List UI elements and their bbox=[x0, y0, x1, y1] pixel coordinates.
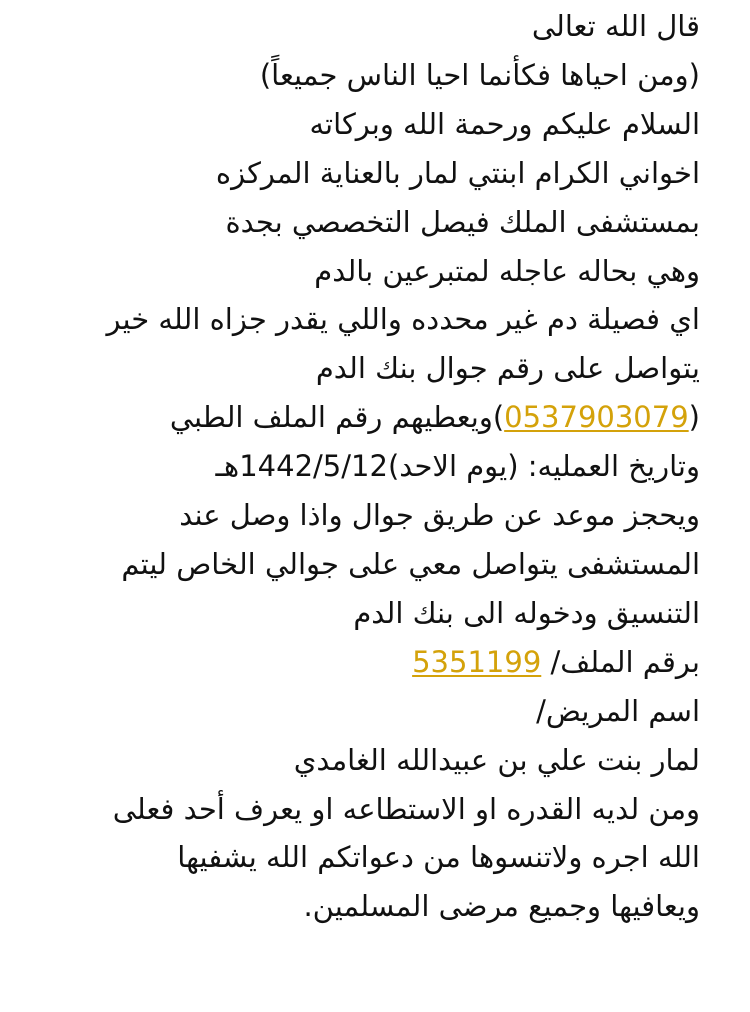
paren-open: ( bbox=[688, 400, 700, 435]
message-body bbox=[30, 2, 700, 931]
operation-date-line: وتاريخ العمليه: (يوم الاحد)1442/5/12هـ bbox=[215, 449, 700, 484]
verse-intro-line: قال الله تعالى bbox=[531, 9, 700, 43]
phone-line-text: )ويعطيهم رقم الملف الطبي bbox=[169, 400, 505, 435]
message-line: اي فصيلة دم غير محدده واللي يقدر جزاه الله خير bbox=[106, 302, 700, 337]
file-number-label: برقم الملف/ bbox=[541, 644, 700, 679]
file-number-link[interactable]: 5351199 bbox=[412, 644, 542, 679]
message-line: يتواصل على رقم جوال بنك الدم bbox=[315, 351, 700, 386]
message-line: ومن لديه القدره او الاستطاعه او يعرف أحد فعلى bbox=[112, 791, 700, 826]
phone-line bbox=[30, 393, 700, 442]
file-number-line bbox=[30, 638, 700, 687]
verse-quote-line: (ومن احياها فكأنما احيا الناس جميعاً) bbox=[259, 57, 700, 92]
message-line: وهي بحاله عاجله لمتبرعين بالدم bbox=[314, 253, 700, 288]
greeting-line: السلام عليكم ورحمة الله وبركاته bbox=[309, 106, 700, 141]
hospital-line: بمستشفى الملك فيصل التخصصي بجدة bbox=[225, 204, 700, 239]
closing-line: ويعافيها وجميع مرضى المسلمين. bbox=[303, 889, 700, 924]
message-line: اخواني الكرام ابنتي لمار بالعناية المركزه bbox=[215, 155, 700, 190]
message-line: ويحجز موعد عن طريق جوال واذا وصل عند bbox=[179, 498, 700, 533]
message-line: التنسيق ودخوله الى بنك الدم bbox=[353, 595, 700, 630]
message-line: الله اجره ولاتنسوها من دعواتكم الله يشفيها bbox=[177, 840, 700, 875]
phone-number-link[interactable]: 0537903079 bbox=[504, 400, 689, 435]
message-line: المستشفى يتواصل معي على جوالي الخاص ليتم bbox=[121, 546, 700, 581]
patient-name: لمار بنت علي بن عبيدالله الغامدي bbox=[293, 742, 700, 777]
patient-name-label: اسم المريض/ bbox=[536, 693, 700, 728]
